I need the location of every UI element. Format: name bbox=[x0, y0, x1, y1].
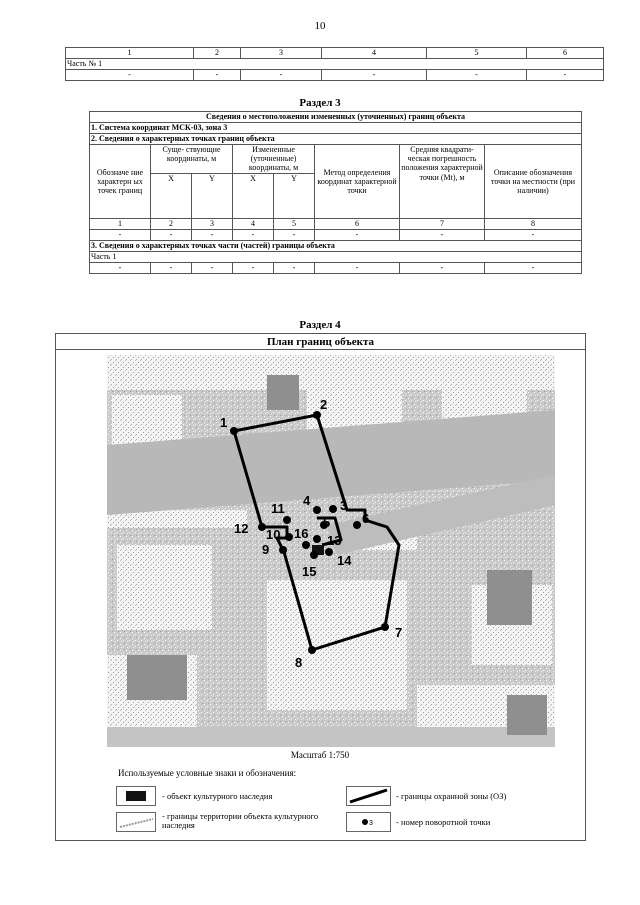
table-cell: - bbox=[90, 229, 151, 240]
part-heading: 3. Сведения о характерных точках части (частей) границы объекта bbox=[90, 240, 582, 251]
col-description: Описание обозначения точки на местности (при наличии) bbox=[485, 145, 582, 219]
table-cell: - bbox=[315, 262, 400, 273]
table-caption: Сведения о местоположении измененных (уточненных) границ объекта bbox=[90, 112, 582, 123]
table-row bbox=[90, 229, 582, 240]
territory-boundary-icon bbox=[117, 813, 155, 831]
table-cell: - bbox=[400, 262, 485, 273]
table-cell: - bbox=[194, 70, 241, 81]
table-cell: - bbox=[90, 262, 151, 273]
col-existing: Суще- ствующие координаты, м bbox=[151, 145, 233, 174]
col-method: Метод определения координат характерной точки bbox=[315, 145, 400, 219]
table-cell: - bbox=[274, 229, 315, 240]
coord-system: 1. Система координат МСК-03, зона 3 bbox=[90, 123, 582, 134]
point-label-6: 6 bbox=[362, 511, 370, 526]
continuation-table bbox=[65, 47, 604, 81]
column-numbers-row bbox=[90, 218, 582, 229]
section3-title: Раздел 3 bbox=[299, 97, 341, 109]
protection-zone-line-icon bbox=[347, 787, 390, 805]
legend-turning-point: - номер поворотной точки bbox=[396, 817, 491, 827]
table-cell: - bbox=[151, 229, 192, 240]
table-cell: 5 bbox=[274, 218, 315, 229]
col-changed: Измененные (уточненные) координаты, м bbox=[233, 145, 315, 174]
col-x: X bbox=[233, 173, 274, 218]
part-label: Часть 1 bbox=[90, 251, 582, 262]
table-cell: 2 bbox=[151, 218, 192, 229]
points-heading: 2. Сведения о характерных точках границ объекта bbox=[90, 134, 582, 145]
table-cell: 5 bbox=[427, 48, 527, 59]
heritage-object-icon bbox=[126, 791, 146, 801]
point-label-10: 10 bbox=[266, 527, 281, 542]
table-cell: - bbox=[192, 262, 233, 273]
table-cell: 1 bbox=[90, 218, 151, 229]
table-cell: - bbox=[66, 70, 194, 81]
table-cell: 6 bbox=[527, 48, 604, 59]
turning-point-number: 3 bbox=[369, 820, 373, 827]
point-label-11: 11 bbox=[271, 501, 285, 516]
table-row bbox=[66, 59, 604, 70]
table-cell: 3 bbox=[192, 218, 233, 229]
point-label-8: 8 bbox=[295, 655, 303, 670]
plan-title: План границ объекта bbox=[55, 334, 586, 350]
table-cell: - bbox=[233, 229, 274, 240]
point-label-1: 1 bbox=[220, 415, 228, 430]
table-cell: - bbox=[241, 70, 322, 81]
legend-symbol-box bbox=[346, 812, 391, 832]
table-cell: 3 bbox=[241, 48, 322, 59]
table-header-row bbox=[66, 48, 604, 59]
legend-heading: Используемые условные знаки и обозначения: bbox=[118, 768, 297, 778]
col-x: X bbox=[151, 173, 192, 218]
table-row bbox=[66, 70, 604, 81]
table-cell: 2 bbox=[194, 48, 241, 59]
table-cell: 6 bbox=[315, 218, 400, 229]
table-cell: - bbox=[400, 229, 485, 240]
table-cell: 8 bbox=[485, 218, 582, 229]
col-accuracy: Средняя квадрати- ческая погрешность положения характерной точки (Mt), м bbox=[400, 145, 485, 219]
table-cell: - bbox=[315, 229, 400, 240]
table-cell: 7 bbox=[400, 218, 485, 229]
table-cell: - bbox=[485, 262, 582, 273]
table-cell: - bbox=[322, 70, 427, 81]
point-label-7: 7 bbox=[395, 625, 403, 640]
section3-table bbox=[89, 111, 582, 274]
boundary-map bbox=[107, 355, 555, 747]
point-label-3: 3 bbox=[340, 498, 348, 513]
col-y: Y bbox=[274, 173, 315, 218]
table-cell: 4 bbox=[322, 48, 427, 59]
point-label-5: 5 bbox=[323, 515, 331, 530]
page-number: 10 bbox=[314, 20, 326, 32]
legend-heritage-object: - объект культурного наследия bbox=[162, 791, 273, 801]
point-label-2: 2 bbox=[320, 397, 328, 412]
table-cell: - bbox=[151, 262, 192, 273]
table-cell: - bbox=[527, 70, 604, 81]
legend-territory: - границы территории объекта культурного наследия bbox=[162, 811, 319, 831]
table-cell: - bbox=[485, 229, 582, 240]
table-cell: - bbox=[427, 70, 527, 81]
table-cell: 4 bbox=[233, 218, 274, 229]
table-cell: - bbox=[233, 262, 274, 273]
road bbox=[107, 727, 555, 747]
point-label-12: 12 bbox=[234, 521, 249, 536]
map-scale: Масштаб 1:750 bbox=[290, 750, 350, 760]
point-label-15: 15 bbox=[302, 564, 317, 579]
table-row bbox=[90, 262, 582, 273]
table-cell: - bbox=[274, 262, 315, 273]
point-label-14: 14 bbox=[337, 553, 352, 568]
point-label-4: 4 bbox=[303, 493, 311, 508]
col-y: Y bbox=[192, 173, 233, 218]
table-cell: 1 bbox=[66, 48, 194, 59]
point-label-16: 16 bbox=[294, 526, 309, 541]
legend-symbol-box bbox=[346, 786, 391, 806]
legend-symbol-box bbox=[116, 786, 156, 806]
point-label-9: 9 bbox=[262, 542, 270, 557]
table-cell: - bbox=[192, 229, 233, 240]
section4-title: Раздел 4 bbox=[299, 319, 341, 331]
point-label-13: 13 bbox=[327, 533, 342, 548]
legend-protection-zone: - границы охранной зоны (ОЗ) bbox=[396, 791, 507, 801]
turning-point-icon bbox=[362, 819, 368, 825]
part-label: Часть № 1 bbox=[66, 59, 604, 70]
col-designation: Обозначе ние характерн ых точек границ bbox=[90, 145, 151, 219]
legend-symbol-box bbox=[116, 812, 156, 832]
